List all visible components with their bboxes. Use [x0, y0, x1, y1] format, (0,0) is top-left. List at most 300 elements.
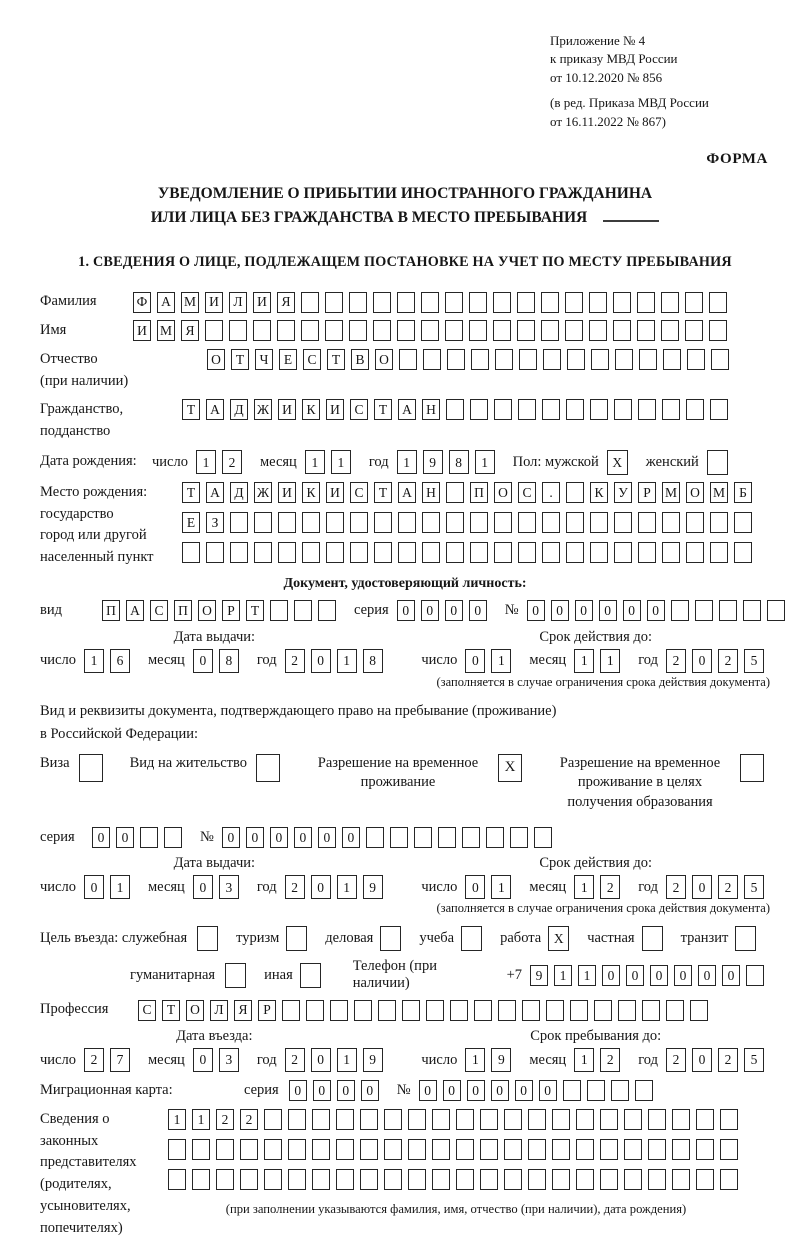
form-cell: 0 — [246, 827, 264, 848]
form-cell — [576, 1139, 594, 1160]
form-cell: 0 — [311, 649, 331, 673]
form-cell — [423, 349, 441, 370]
form-cell — [288, 1169, 306, 1190]
identity-doc-heading: Документ, удостоверяющий личность: — [283, 575, 527, 591]
form-cell: М — [710, 482, 728, 503]
form-cell: У — [614, 482, 632, 503]
form-cell — [493, 292, 511, 313]
form-cell: 2 — [84, 1048, 104, 1072]
year-label: год — [256, 1051, 277, 1068]
form-cell — [360, 1169, 378, 1190]
form-cell — [638, 512, 656, 533]
form-cell — [517, 292, 535, 313]
form-cell: Ч — [255, 349, 273, 370]
doc-number-field — [527, 600, 791, 621]
form-cell — [720, 1169, 738, 1190]
form-cell: 0 — [527, 600, 545, 621]
name-field — [133, 320, 733, 341]
form-cell — [565, 292, 583, 313]
form-cell — [600, 1109, 618, 1130]
birth-place-row — [40, 482, 770, 569]
form-cell: 9 — [491, 1048, 511, 1072]
form-cell: 0 — [193, 875, 213, 899]
title-line-2: ИЛИ ЛИЦА БЕЗ ГРАЖДАНСТВА В МЕСТО ПРЕБЫВАНИЯ — [150, 209, 588, 227]
business-label: деловая — [325, 930, 374, 947]
day-label: число — [421, 652, 458, 669]
form-cell: О — [198, 600, 216, 621]
birth-place-sublabel-settlement: населенный пункт — [40, 549, 154, 566]
form-cell — [326, 542, 344, 563]
form-cell: Я — [181, 320, 199, 341]
identity-doc-dates — [40, 629, 770, 673]
form-cell: Е — [182, 512, 200, 533]
form-cell — [469, 320, 487, 341]
form-cell: 0 — [445, 600, 463, 621]
form-cell: 2 — [222, 450, 242, 474]
form-cell: Т — [182, 482, 200, 503]
form-cell: 0 — [342, 827, 360, 848]
form-cell: 0 — [311, 875, 331, 899]
form-cell: . — [542, 482, 560, 503]
form-cell: Д — [230, 399, 248, 420]
form-cell: 0 — [337, 1080, 355, 1101]
form-cell: 2 — [718, 875, 738, 899]
representatives-label-line: попечителях) — [40, 1219, 123, 1236]
res-expiry-month — [574, 875, 626, 899]
form-cell — [456, 1139, 474, 1160]
form-cell: А — [206, 399, 224, 420]
form-cell — [230, 512, 248, 533]
form-cell — [336, 1169, 354, 1190]
month-label: месяц — [147, 878, 185, 895]
entry-year — [285, 1048, 389, 1072]
surname-label: Фамилия — [40, 293, 97, 310]
mig-series-label: серия — [244, 1082, 279, 1099]
form-cell: 0 — [467, 1080, 485, 1101]
form-cell: 3 — [219, 875, 239, 899]
birth-date-row — [40, 450, 770, 475]
form-cell — [518, 512, 536, 533]
form-cell — [325, 320, 343, 341]
revision-line: от 16.11.2022 № 867) — [550, 113, 667, 129]
form-cell: А — [157, 292, 175, 313]
birth-year-field — [397, 450, 501, 474]
form-cell: 1 — [574, 875, 594, 899]
form-cell: Т — [246, 600, 264, 621]
form-cell — [182, 542, 200, 563]
profession-field — [138, 1000, 714, 1021]
form-cell: М — [662, 482, 680, 503]
form-cell — [330, 1000, 348, 1021]
form-cell: 8 — [363, 649, 383, 673]
form-cell: Н — [422, 399, 440, 420]
form-cell: С — [150, 600, 168, 621]
form-cell — [461, 926, 482, 951]
form-cell: 1 — [84, 649, 104, 673]
form-cell: С — [350, 399, 368, 420]
birth-place-field-row2 — [182, 512, 758, 533]
form-cell — [240, 1169, 258, 1190]
sex-female-checkbox — [707, 450, 734, 475]
res-issue-year — [285, 875, 389, 899]
form-cell: Т — [162, 1000, 180, 1021]
form-cell: П — [174, 600, 192, 621]
form-cell — [638, 542, 656, 563]
form-cell — [264, 1169, 282, 1190]
form-cell — [300, 963, 321, 988]
form-cell: А — [126, 600, 144, 621]
form-cell: 0 — [222, 827, 240, 848]
sex-male-label: Пол: мужской — [512, 453, 599, 470]
form-cell — [719, 600, 737, 621]
birth-date-label: Дата рождения: — [40, 453, 137, 470]
form-cell — [565, 320, 583, 341]
form-cell — [486, 827, 504, 848]
form-cell: И — [205, 292, 223, 313]
form-cell — [240, 1139, 258, 1160]
form-cell — [79, 754, 103, 782]
form-cell — [600, 1169, 618, 1190]
form-cell: Т — [374, 482, 392, 503]
appendix-line: Приложение № 4 — [550, 33, 646, 48]
representatives-note: (при заполнении указываются фамилия, имя, отчество (при наличии), дата рождения) — [225, 1201, 687, 1216]
migration-card-row — [40, 1080, 770, 1102]
form-cell — [498, 1000, 516, 1021]
form-cell: 2 — [285, 649, 305, 673]
form-cell — [380, 926, 401, 951]
form-cell — [614, 399, 632, 420]
form-cell: 0 — [626, 965, 644, 986]
representatives-row — [40, 1109, 770, 1239]
doc-series-label: серия — [354, 602, 389, 619]
form-cell — [672, 1109, 690, 1130]
form-cell — [302, 512, 320, 533]
form-cell: Я — [277, 292, 295, 313]
form-cell — [648, 1109, 666, 1130]
form-cell: 0 — [361, 1080, 379, 1101]
purpose-study-checkbox — [461, 926, 488, 951]
form-cell — [528, 1139, 546, 1160]
form-cell — [306, 1000, 324, 1021]
form-cell — [709, 292, 727, 313]
form-cell — [542, 542, 560, 563]
form-cell — [552, 1139, 570, 1160]
form-cell: И — [278, 399, 296, 420]
form-cell: 0 — [692, 649, 712, 673]
form-cell — [286, 926, 307, 951]
purpose-business-checkbox — [380, 926, 407, 951]
form-cell — [504, 1169, 522, 1190]
residence-doc-dates — [40, 855, 770, 899]
representatives-field-row2 — [168, 1139, 744, 1160]
temp-residence-option — [307, 754, 528, 793]
form-cell — [277, 320, 295, 341]
form-cell: Д — [230, 482, 248, 503]
form-cell — [336, 1109, 354, 1130]
citizenship-sublabel: подданство — [40, 423, 111, 440]
form-cell: 9 — [363, 875, 383, 899]
form-cell: 2 — [285, 1048, 305, 1072]
month-label: месяц — [529, 878, 567, 895]
appendix-line: от 10.12.2020 № 856 — [550, 69, 663, 85]
form-cell: Р — [638, 482, 656, 503]
representatives-label-line: представителях — [40, 1154, 137, 1171]
id-expiry-month — [574, 649, 626, 673]
form-cell — [614, 512, 632, 533]
form-cell: 9 — [363, 1048, 383, 1072]
purpose-row-2 — [40, 958, 770, 992]
temp-residence-education-option — [549, 754, 770, 813]
form-cell: 0 — [419, 1080, 437, 1101]
form-cell — [767, 600, 785, 621]
form-cell — [446, 512, 464, 533]
form-cell — [402, 1000, 420, 1021]
form-cell — [710, 399, 728, 420]
form-cell: 2 — [666, 875, 686, 899]
form-cell: X — [498, 754, 522, 782]
sex-male-checkbox — [607, 450, 634, 475]
representatives-label-line: усыновителях, — [40, 1197, 131, 1214]
form-cell — [278, 542, 296, 563]
form-cell: 1 — [305, 450, 325, 474]
form-cell: 0 — [294, 827, 312, 848]
form-cell — [360, 1109, 378, 1130]
form-cell — [168, 1169, 186, 1190]
entry-date-heading: Дата въезда: — [176, 1028, 253, 1045]
form-cell — [494, 512, 512, 533]
form-cell — [384, 1109, 402, 1130]
form-cell: 2 — [240, 1109, 258, 1130]
form-cell: А — [206, 482, 224, 503]
purpose-label: Цель въезда: служебная — [40, 930, 188, 947]
form-cell: 0 — [92, 827, 110, 848]
purpose-tourism-checkbox — [286, 926, 313, 951]
form-cell — [517, 320, 535, 341]
id-issue-month — [193, 649, 245, 673]
form-cell — [432, 1139, 450, 1160]
form-cell — [618, 1000, 636, 1021]
form-cell — [168, 1139, 186, 1160]
form-cell — [445, 292, 463, 313]
form-cell — [469, 292, 487, 313]
form-cell — [541, 320, 559, 341]
form-cell — [421, 292, 439, 313]
form-cell — [710, 542, 728, 563]
form-cell — [662, 542, 680, 563]
form-cell — [637, 292, 655, 313]
form-cell: Н — [422, 482, 440, 503]
res-issue-day — [84, 875, 136, 899]
form-cell: 0 — [602, 965, 620, 986]
form-cell — [566, 399, 584, 420]
form-cell — [470, 399, 488, 420]
form-cell: 1 — [491, 875, 511, 899]
form-cell — [686, 542, 704, 563]
form-cell: 0 — [421, 600, 439, 621]
month-label: месяц — [147, 1051, 185, 1068]
work-label: работа — [500, 930, 542, 947]
form-cell: С — [303, 349, 321, 370]
form-cell: О — [375, 349, 393, 370]
form-cell — [552, 1109, 570, 1130]
form-cell — [398, 542, 416, 563]
form-cell: 0 — [116, 827, 134, 848]
form-cell — [336, 1139, 354, 1160]
day-label: число — [40, 878, 76, 895]
form-cell: С — [518, 482, 536, 503]
title-line-1: УВЕДОМЛЕНИЕ О ПРИБЫТИИ ИНОСТРАННОГО ГРАЖДАНИНА — [157, 185, 653, 203]
private-label: частная — [587, 930, 635, 947]
form-cell — [470, 542, 488, 563]
form-cell: 6 — [110, 649, 130, 673]
form-cell — [264, 1109, 282, 1130]
form-cell — [432, 1169, 450, 1190]
form-cell: Р — [258, 1000, 276, 1021]
form-cell — [414, 827, 432, 848]
form-cell — [661, 320, 679, 341]
form-cell: О — [186, 1000, 204, 1021]
form-cell: 0 — [674, 965, 692, 986]
form-cell — [192, 1139, 210, 1160]
form-cell — [587, 1080, 605, 1101]
form-cell — [312, 1169, 330, 1190]
form-cell — [350, 542, 368, 563]
res-series-field — [92, 827, 188, 848]
form-cell — [566, 512, 584, 533]
form-cell — [534, 827, 552, 848]
form-cell — [690, 1000, 708, 1021]
form-cell — [462, 827, 480, 848]
citizenship-row — [40, 399, 770, 443]
form-cell — [384, 1169, 402, 1190]
name-label: Имя — [40, 322, 67, 339]
stay-until-heading: Срок пребывания до: — [530, 1028, 662, 1045]
profession-label: Профессия — [40, 1001, 109, 1018]
form-cell: 1 — [192, 1109, 210, 1130]
form-cell: 0 — [318, 827, 336, 848]
residence-permit-label: Вид на жительство — [129, 754, 248, 771]
form-cell: Р — [222, 600, 240, 621]
form-cell: 7 — [110, 1048, 130, 1072]
form-cell — [302, 542, 320, 563]
form-cell — [671, 600, 689, 621]
form-cell — [164, 827, 182, 848]
form-cell: 5 — [744, 1048, 764, 1072]
phone-field — [530, 965, 770, 986]
form-cell — [445, 320, 463, 341]
representatives-field-row3 — [168, 1169, 744, 1190]
form-cell — [570, 1000, 588, 1021]
form-cell — [566, 482, 584, 503]
form-cell — [495, 349, 513, 370]
purpose-private-checkbox — [642, 926, 669, 951]
form-cell: Т — [374, 399, 392, 420]
form-cell — [624, 1169, 642, 1190]
form-cell — [522, 1000, 540, 1021]
form-cell — [567, 349, 585, 370]
month-label: месяц — [529, 652, 567, 669]
form-cell: 1 — [196, 450, 216, 474]
form-cell — [447, 349, 465, 370]
form-cell — [426, 1000, 444, 1021]
form-cell: М — [157, 320, 175, 341]
form-cell — [685, 292, 703, 313]
form-cell — [614, 542, 632, 563]
form-cell: 1 — [574, 649, 594, 673]
representatives-label-line: (родителях, — [40, 1176, 112, 1193]
form-cell — [666, 1000, 684, 1021]
mig-number-field — [419, 1080, 659, 1101]
form-cell — [349, 320, 367, 341]
tourism-label: туризм — [236, 930, 280, 947]
form-cell — [254, 512, 272, 533]
form-cell — [611, 1080, 629, 1101]
study-label: учеба — [419, 930, 455, 947]
form-cell — [709, 320, 727, 341]
form-cell: Я — [234, 1000, 252, 1021]
form-cell: 1 — [110, 875, 130, 899]
form-cell — [541, 292, 559, 313]
form-cell: 0 — [289, 1080, 307, 1101]
form-cell — [510, 827, 528, 848]
form-cell — [408, 1109, 426, 1130]
patronymic-field — [207, 349, 735, 370]
form-marker: ФОРМА — [706, 151, 768, 168]
form-cell — [589, 292, 607, 313]
form-cell — [450, 1000, 468, 1021]
form-cell — [312, 1139, 330, 1160]
form-cell — [662, 512, 680, 533]
form-cell: К — [302, 482, 320, 503]
form-cell — [192, 1169, 210, 1190]
form-cell: X — [607, 450, 628, 475]
form-cell: 1 — [168, 1109, 186, 1130]
form-cell — [662, 399, 680, 420]
form-cell: А — [398, 399, 416, 420]
purpose-row — [40, 926, 770, 951]
form-cell: 2 — [285, 875, 305, 899]
form-cell — [373, 320, 391, 341]
form-cell — [519, 349, 537, 370]
form-cell: 0 — [84, 875, 104, 899]
form-cell — [711, 349, 729, 370]
form-cell — [264, 1139, 282, 1160]
temp-residence-education-label: Разрешение на временное проживание в целях получения образования — [559, 754, 721, 811]
form-cell: И — [278, 482, 296, 503]
form-cell — [374, 542, 392, 563]
form-cell — [318, 600, 336, 621]
migration-card-label: Миграционная карта: — [40, 1082, 173, 1099]
form-cell: 1 — [337, 875, 357, 899]
form-cell — [216, 1139, 234, 1160]
form-cell — [663, 349, 681, 370]
residence-intro-1: Вид и реквизиты документа, подтверждающего право на пребывание (проживание) — [40, 702, 557, 719]
year-label: год — [638, 1051, 658, 1068]
birth-day-field — [196, 450, 248, 474]
form-cell — [360, 1139, 378, 1160]
form-cell: В — [351, 349, 369, 370]
form-cell: X — [548, 926, 569, 951]
form-cell: 0 — [692, 1048, 712, 1072]
form-cell — [720, 1139, 738, 1160]
form-cell: 2 — [666, 649, 686, 673]
form-cell — [613, 320, 631, 341]
purpose-work-checkbox — [548, 926, 575, 951]
form-cell: Ж — [254, 399, 272, 420]
form-cell — [456, 1169, 474, 1190]
form-cell — [326, 512, 344, 533]
form-cell — [528, 1109, 546, 1130]
